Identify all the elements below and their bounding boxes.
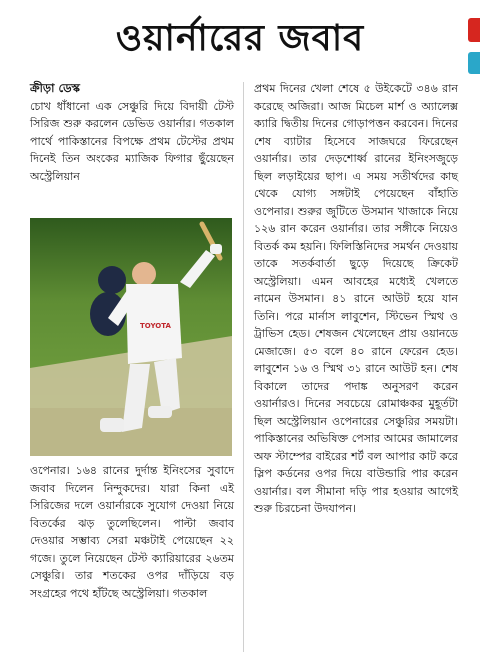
batsman-celebrating-illustration: [30, 218, 232, 456]
right-body-paragraph: প্রথম দিনের খেলা শেষে ৫ উইকেটে ৩৪৬ রান করেছে অজিরা। আজ মিচেল মার্শ ও অ্যালেক্স ক্যারি দ্বিতীয় দিনের গোড়াপত্তন করবেন। দিনের শেষ ব্যাটার হিসেবে সাজঘরে ফিরেছেন ওয়ার্নার। তার দেড়শোর্ধ্ব রানের ইনিংসজুড়ে ছিল লড়াইয়ের ছাপ। এ সময় সতীর্থদের কাছ থেকে যোগ্য সঙ্গটাই পেয়েছেন বাঁহাতি ওপেনার। শুরুর জুটিতে উসমান খাজাকে নিয়ে ১২৬ রান করেন ওয়ার্নার। তার সঙ্গীকে নিয়েও বিতর্ক কম হয়নি। ফিলিস্তিনিদের সমর্থন দেওয়ায় তাকে সতর্কবার্তা ছুড়ে দিয়েছে ক্রিকেট অস্ট্রেলিয়া। এমন আবহের মধ্যেই খেলতে নামেন উসমান। ৪১ রানে আউট হয়ে যান তিনি। পরে মার্নাস লাবুশেন, স্টিভেন স্মিথ ও ট্রাভিস হেড। শেষজন খেলেছেন প্রায় ওয়ানডে মেজাজে। ৫৩ বলে ৪০ রানে ফেরেন হেড। লাবুশেন ১৬ ও স্মিথ ৩১ রানে আউট হন। শেষ বিকালে তাদের পদাঙ্ক অনুসরণ করেন ওয়ার্নারও। দিনের সবচেয়ে রোমাঞ্চকর মুহূর্তটা ছিল অস্ট্রেলিয়ান ওপেনারের সেঞ্চুরির সময়টা। পাকিস্তানের অভিষিক্ত পেসার আমের জামালের অফ স্টাম্পের বাইরের শর্ট বল আপার কাট করে স্লিপ কর্ডনের ওপর দিয়ে বাউন্ডারি পার করেন ওয়ার্নার। বল সীমানা দড়ি পার হওয়ার আগেই শুরু চিরচেনা উদযাপন।: [254, 82, 458, 515]
intro-paragraph: চোখ ধাঁধানো এক সেঞ্চুরি দিয়ে বিদায়ী টেস্ট সিরিজ শুরু করলেন ডেভিড ওয়ার্নার। গতকাল পার্থে পাকিস্তানের বিপক্ষে প্রথম টেস্টের প্রথম দিনেই তিন অংকের ম্যাজিক ফিগার ছুঁয়েছেন অস্ট্রেলিয়ান: [30, 99, 234, 183]
toyota-logo-text: TOYOTA: [140, 322, 171, 330]
byline: ক্রীড়া ডেস্ক: [30, 81, 80, 95]
intro-column: [30, 80, 234, 185]
warner-celebration-photo: [30, 218, 232, 456]
edge-mark-teal: [468, 52, 480, 74]
column-divider: [243, 82, 244, 652]
left-column-body: [30, 462, 234, 602]
edge-mark-red: [468, 18, 480, 42]
right-column-body: [254, 80, 458, 518]
headline: ওয়ার্নারের জবাব: [115, 18, 365, 59]
left-body-paragraph: ওপেনার। ১৬৪ রানের দুর্দান্ত ইনিংসের সুবাদে জবাব দিলেন নিন্দুকদের। যারা কিনা এই সিরিজের দলে ওয়ার্নারকে সুযোগ দেওয়া নিয়ে বিতর্কের ঝড় তুলেছিলেন। পাল্টা জবাব দেওয়ার সম্ভাব্য সেরা মঞ্চটাই পেয়েছেন ২২ গজে। তুলে নিয়েছেন টেস্ট ক্যারিয়ারের ২৬তম সেঞ্চুরি। তার শতকের ওপর দাঁড়িয়ে বড় সংগ্রহের পথে হাঁটছে অস্ট্রেলিয়া। গতকাল: [30, 464, 234, 600]
